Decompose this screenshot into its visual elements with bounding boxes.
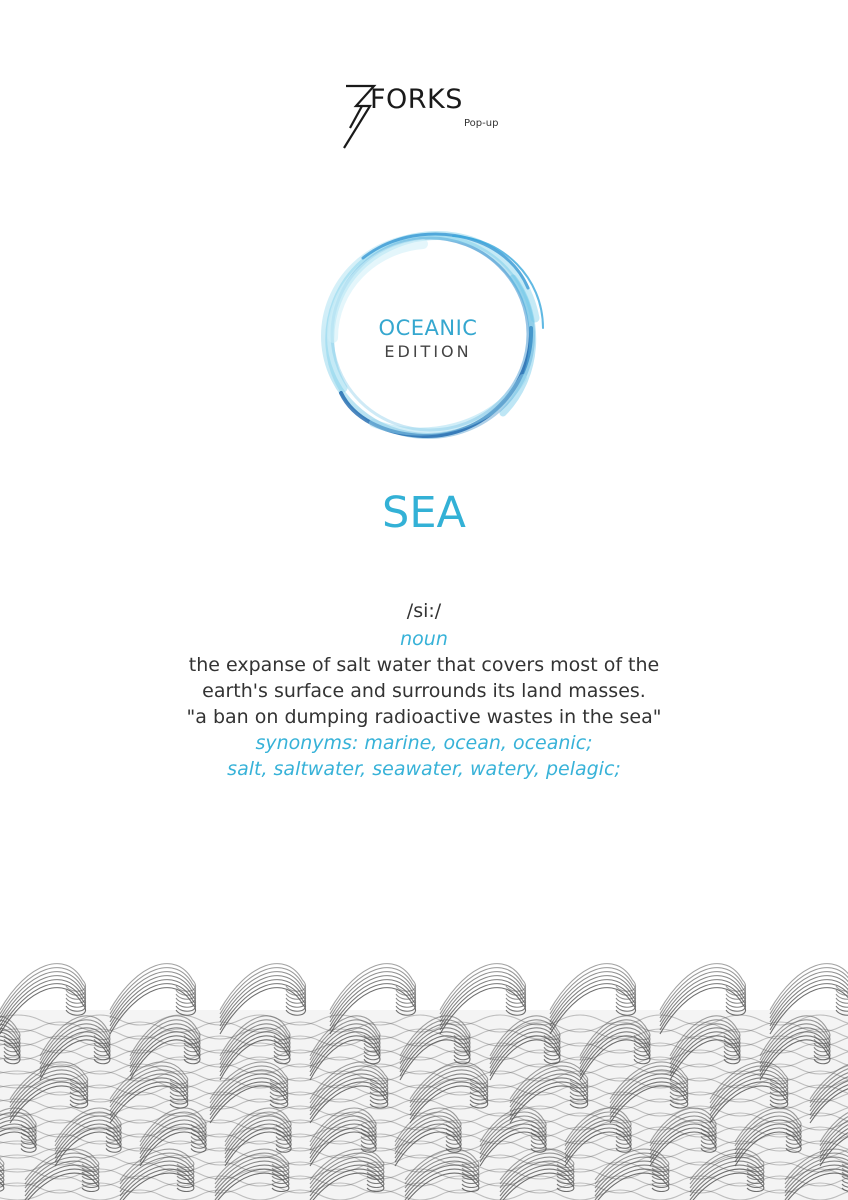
brand-subtitle: Pop-up: [464, 118, 499, 129]
definition-line: the expanse of salt water that covers most of the: [188, 654, 660, 676]
emblem-subtitle: EDITION: [384, 342, 472, 361]
pronunciation: /si:/: [406, 600, 442, 622]
oceanic-edition-emblem: [303, 218, 553, 448]
brand-name: FORKS: [370, 84, 463, 115]
waves-illustration: [0, 950, 848, 1200]
example-sentence: "a ban on dumping radioactive wastes in the sea": [186, 706, 662, 728]
brand-logo: [340, 76, 520, 156]
part-of-speech: noun: [400, 628, 448, 650]
synonyms-line: synonyms: marine, ocean, oceanic;: [255, 732, 593, 754]
synonyms-line: salt, saltwater, seawater, watery, pelagic;: [227, 758, 621, 780]
dictionary-entry: [0, 598, 848, 782]
emblem-title: OCEANIC: [378, 316, 478, 340]
headword: SEA: [382, 488, 466, 538]
definition-line: earth's surface and surrounds its land masses.: [202, 680, 646, 702]
